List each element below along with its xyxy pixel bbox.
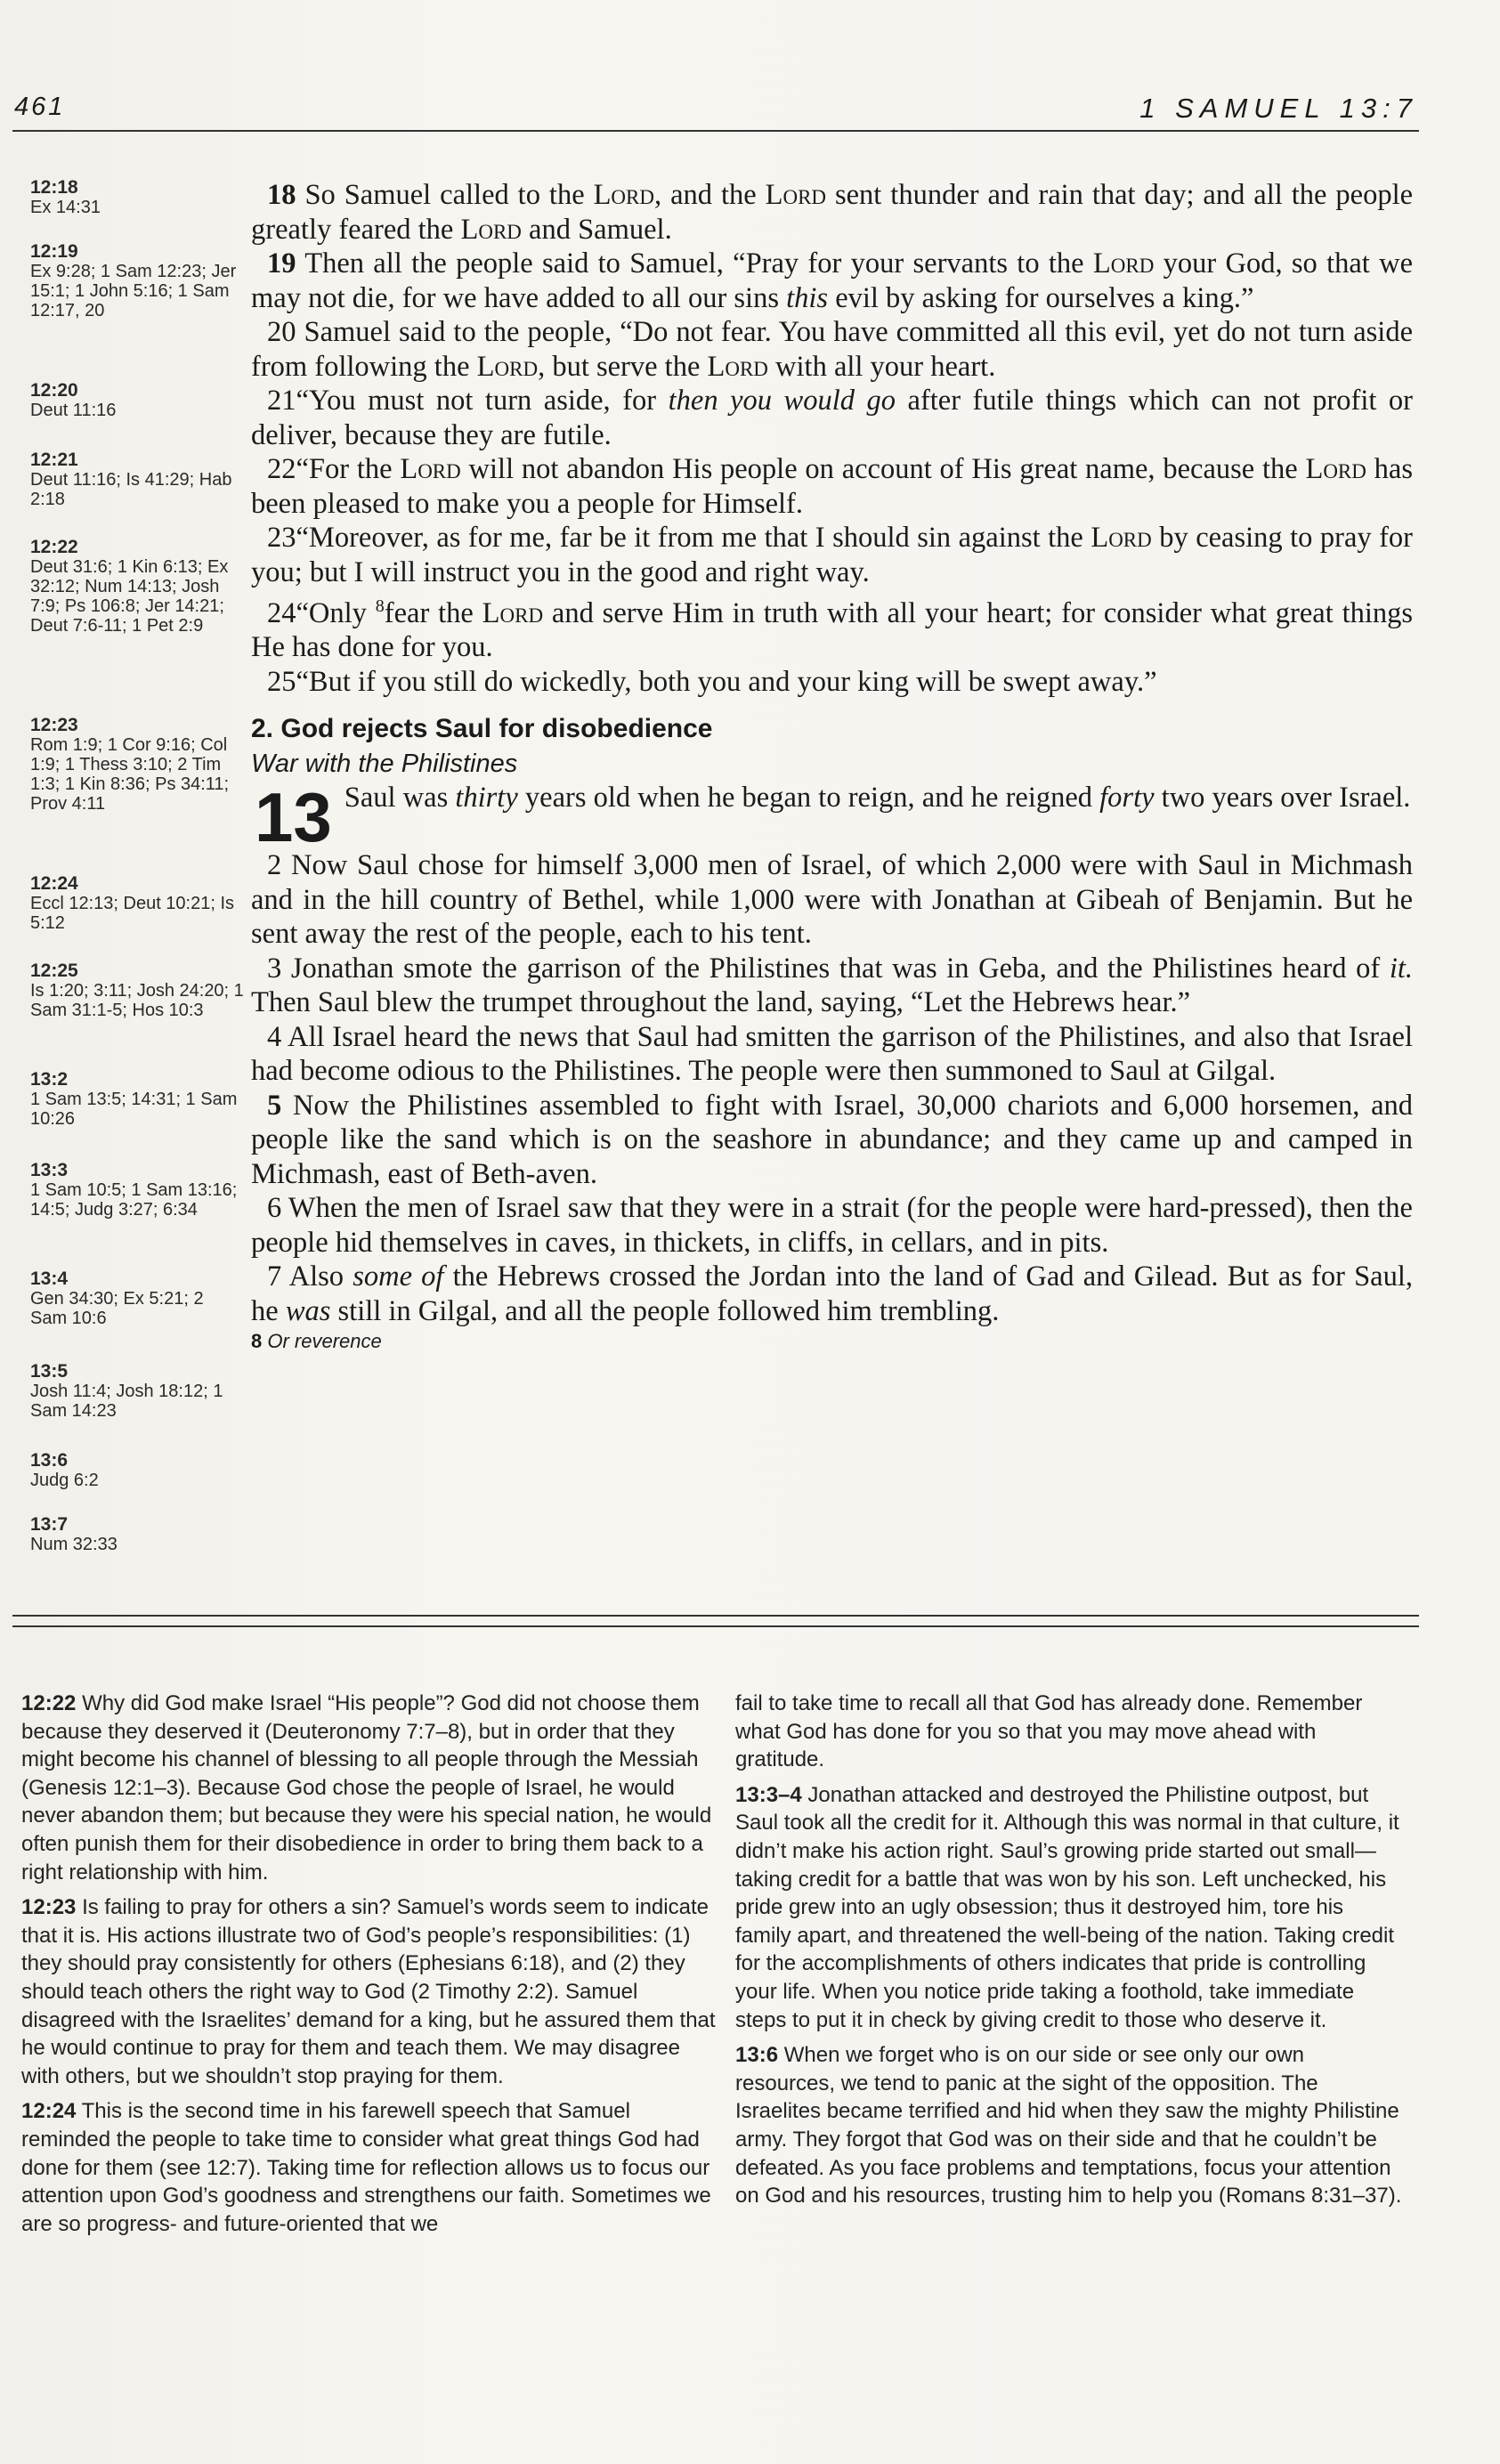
verse-12-24 bbox=[251, 589, 1413, 665]
verse-number: 6 bbox=[267, 1192, 282, 1225]
xref-verse: 12:18 bbox=[30, 177, 78, 198]
cross-reference-entry bbox=[30, 1070, 244, 1129]
verse-text: Then Saul blew the trumpet throughout the land, saying, “Let the Hebrews hear.” bbox=[251, 986, 1191, 1019]
verse-text: When the men of Israel saw that they were in a strait (for the people were hard-pressed), then the people hid themselves in caves, in thickets, in cliffs, in cellars, and in pits. bbox=[251, 1192, 1413, 1259]
note-text: Why did God make Israel “His people”? God did not choose them because they deserved it (Deuteronomy 7:7–8), but in order that they might become his channel of blessing to all people through the Messiah (Genesis 12:1–3). Because God chose the people of Israel, he would never abandon them; but because they were his special nation, he would often punish them for their disobedience in order to bring them back to a right relationship with him. bbox=[21, 1691, 712, 1884]
xref-verse: 13:7 bbox=[30, 1514, 69, 1535]
verse-13-7 bbox=[251, 1260, 1413, 1328]
note-reference: 13:6 bbox=[735, 2043, 779, 2068]
study-note bbox=[21, 1690, 716, 1886]
italic-supplied-word: was bbox=[285, 1294, 331, 1327]
xref-verse: 13:4 bbox=[30, 1268, 69, 1289]
divine-name: Lord bbox=[1092, 247, 1155, 280]
cross-reference-entry bbox=[30, 450, 244, 509]
subsection-heading: War with the Philistines bbox=[251, 750, 518, 779]
xref-refs: Deut 31:6; 1 Kin 6:13; Ex 32:12; Num 14:13; Josh 7:9; Ps 106:8; Jer 14:21; Deut 7:6-11; 1 Pet 2:9 bbox=[30, 557, 229, 636]
running-head: 1 SAMUEL 13:7 bbox=[1139, 93, 1418, 124]
note-text: This is the second time in his farewell speech that Samuel reminded the people to take time to consider what great things God had done for them (see 12:7). Taking time for reflection allows us to focus our attention upon God’s goodness and strengthens our faith. Sometimes we are so progress- and future-oriented that we bbox=[21, 2099, 711, 2236]
cross-reference-entry bbox=[30, 874, 244, 933]
divine-name: Lord bbox=[476, 350, 539, 383]
verse-text: with all your heart. bbox=[775, 350, 996, 383]
header-rule bbox=[12, 130, 1419, 132]
verse-12-25 bbox=[251, 665, 1413, 700]
verse-number: 2 bbox=[267, 849, 282, 882]
verse-13-3 bbox=[251, 952, 1413, 1020]
verse-number: 18 bbox=[267, 179, 296, 211]
verse-text: fear the bbox=[384, 596, 474, 629]
verse-text: So Samuel called to the bbox=[304, 179, 585, 211]
xref-verse: 12:25 bbox=[30, 960, 78, 981]
verse-12-22 bbox=[251, 452, 1413, 521]
study-note bbox=[735, 1781, 1405, 2034]
verse-text: “You must not turn aside, for bbox=[296, 385, 657, 417]
xref-refs: Is 1:20; 3:11; Josh 24:20; 1 Sam 31:1-5; Hos 10:3 bbox=[30, 981, 244, 1020]
verse-number: 3 bbox=[267, 952, 282, 985]
verse-text: still in Gilgal, and all the people followed him trembling. bbox=[337, 1294, 1000, 1327]
xref-refs: 1 Sam 13:5; 14:31; 1 Sam 10:26 bbox=[30, 1090, 238, 1129]
study-note bbox=[21, 2097, 716, 2238]
note-reference: 12:24 bbox=[21, 2099, 77, 2124]
verse-text: Now the Philistines assembled to fight with Israel, 30,000 chariots and 6,000 horsemen, and people like the sand which is on the seashore in abundance; and they came up and camped in Michmash, east of Beth-aven. bbox=[251, 1089, 1413, 1190]
study-note bbox=[735, 1690, 1405, 1774]
cross-reference-entry bbox=[30, 1451, 244, 1490]
verse-text: Samuel said to the people, “Do not fear. You have committed all this evil, yet do not turn aside from following the bbox=[251, 316, 1414, 383]
verse-13-4 bbox=[251, 1020, 1413, 1089]
section-heading: 2. God rejects Saul for disobedience bbox=[251, 714, 713, 744]
verse-text: will not abandon His people on account of His great name, because the bbox=[468, 453, 1298, 485]
xref-refs: Josh 11:4; Josh 18:12; 1 Sam 14:23 bbox=[30, 1382, 223, 1421]
scripture-text bbox=[251, 178, 1413, 1355]
verse-number: 19 bbox=[267, 247, 296, 280]
footnote bbox=[251, 1328, 1413, 1355]
xref-verse: 13:3 bbox=[30, 1160, 69, 1180]
xref-refs: Eccl 12:13; Deut 10:21; Is 5:12 bbox=[30, 894, 235, 933]
verse-number: 7 bbox=[267, 1260, 282, 1293]
verse-text: your God, so that we may not die, for we have added to all our sins bbox=[251, 247, 1414, 314]
italic-supplied-word: then you would go bbox=[668, 385, 896, 417]
verse-number: 20 bbox=[267, 316, 296, 348]
xref-refs: Judg 6:2 bbox=[30, 1471, 99, 1490]
note-text: Is failing to pray for others a sin? Samuel’s words seem to indicate that it is. His actions illustrate two of God’s people’s responsibilities: (1) they should pray consistently for others (Ephesians 6:18), and (2) they should teach others the right way to God (2 Timothy 2:2). Samuel disagreed with the Israelites’ demand for a king, but he assured them that he would continue to pray for them and teach them. We may disagree with others, but we shouldn’t stop praying for them. bbox=[21, 1895, 716, 2088]
verse-text: by ceasing to pray for you; but I will instruct you in the good and right way. bbox=[251, 522, 1413, 588]
verse-number: 5 bbox=[267, 1089, 282, 1122]
verse-text: sent thunder and rain that day; and all the people greatly feared the bbox=[251, 179, 1414, 246]
verse-number: 23 bbox=[267, 522, 296, 554]
xref-verse: 13:6 bbox=[30, 1450, 69, 1471]
verse-text: “Only bbox=[296, 596, 367, 629]
verse-12-23 bbox=[251, 521, 1413, 589]
divine-name: Lord bbox=[1305, 453, 1366, 485]
divine-name: Lord bbox=[460, 213, 522, 246]
note-reference: 12:23 bbox=[21, 1895, 77, 1920]
chapter-number: 13 bbox=[255, 781, 332, 849]
verse-12-21 bbox=[251, 384, 1413, 452]
verse-text: Jonathan smote the garrison of the Philistines that was in Geba, and the Philistines heard of bbox=[290, 952, 1381, 985]
verse-text: “But if you still do wickedly, both you and your king will be swept away.” bbox=[296, 665, 1157, 698]
chapter-13-opening bbox=[251, 781, 1413, 848]
verse-text: the Hebrews crossed the Jordan into the land of Gad and Gilead. But as for Saul, he bbox=[251, 1260, 1414, 1327]
xref-verse: 12:22 bbox=[30, 537, 78, 557]
italic-supplied-word: it. bbox=[1389, 952, 1414, 985]
xref-verse: 13:2 bbox=[30, 1069, 69, 1090]
cross-reference-entry bbox=[30, 1269, 244, 1328]
xref-refs: Rom 1:9; 1 Cor 9:16; Col 1:9; 1 Thess 3:10; 2 Tim 1:3; 1 Kin 8:36; Ps 34:11; Prov 4:11 bbox=[30, 735, 230, 814]
verse-text: , but serve the bbox=[538, 350, 701, 383]
verse-number: 25 bbox=[267, 665, 296, 698]
xref-refs: Ex 9:28; 1 Sam 12:23; Jer 15:1; 1 John 5:16; 1 Sam 12:17, 20 bbox=[30, 262, 237, 320]
notes-divider-bottom bbox=[12, 1625, 1419, 1627]
note-text: Jonathan attacked and destroyed the Philistine outpost, but Saul took all the credit for it. Although this was normal in that culture, it didn’t make his action right. Saul’s growing pride started out small—taking credit for a battle that was won by his son. Left unchecked, his pride grew into an ugly obsession; thus it destroyed him, tore his family apart, and threatened the well-being of the nation. Taking credit for the accomplishments of others indicates that pride is controlling your life. When you notice pride taking a foothold, take immediate steps to put it in check by giving credit to those who deserve it. bbox=[735, 1782, 1399, 2032]
note-text: fail to take time to recall all that God has already done. Remember what God has done for you so that you may move ahead with gratitude. bbox=[735, 1691, 1363, 1772]
study-note bbox=[735, 2041, 1405, 2210]
note-reference: 12:22 bbox=[21, 1691, 77, 1715]
italic-supplied-word: some of bbox=[353, 1260, 444, 1293]
verse-text: and the bbox=[670, 179, 757, 211]
verse-text: Also bbox=[288, 1260, 345, 1293]
xref-verse: 12:19 bbox=[30, 241, 78, 262]
footnote-marker: 8 bbox=[375, 596, 385, 616]
footnote-number: 8 bbox=[251, 1330, 263, 1353]
verse-12-19 bbox=[251, 247, 1413, 315]
xref-verse: 12:21 bbox=[30, 450, 78, 470]
verse-12-18: 18 So Samuel called to the Lord, and the Lord sent thunder and rain that day; and all the people greatly feared the Lord and Samuel. bbox=[251, 179, 1414, 246]
verse-text: after futile things which can not profit or deliver, because they are futile. bbox=[251, 385, 1414, 451]
cross-reference-entry bbox=[30, 538, 244, 636]
verse-number: 21 bbox=[267, 385, 296, 417]
page-number: 461 bbox=[14, 93, 66, 121]
cross-reference-entry bbox=[30, 1161, 244, 1220]
xref-refs: Ex 14:31 bbox=[30, 198, 101, 217]
verse-text: All Israel heard the news that Saul had smitten the garrison of the Philistines, and also that Israel had become odious to the Philistines. The people were then summoned to Saul at Gilgal. bbox=[251, 1020, 1413, 1088]
verse-number: 4 bbox=[267, 1020, 282, 1053]
verse-text: Now Saul chose for himself 3,000 men of Israel, of which 2,000 were with Saul in Michmash and in the hill country of Bethel, while 1,000 were with Jonathan at Gibeah of Benjamin. But he sent away the rest of the people, each to his tent. bbox=[251, 849, 1414, 951]
study-notes-left bbox=[21, 1690, 716, 2245]
verse-number: 24 bbox=[267, 596, 296, 629]
verse-text: evil by asking for ourselves a king.” bbox=[835, 281, 1254, 314]
verse-text: two years over Israel. bbox=[1161, 782, 1411, 815]
verse-text: has been pleased to make you a people for Himself. bbox=[251, 453, 1413, 520]
italic-supplied-word: thirty bbox=[455, 782, 518, 815]
verse-12-20 bbox=[251, 315, 1413, 384]
cross-reference-entry bbox=[30, 961, 244, 1020]
verse-13-1 bbox=[251, 781, 1413, 815]
verse-13-2 bbox=[251, 848, 1413, 952]
cross-reference-entry bbox=[30, 381, 244, 420]
notes-divider-top bbox=[12, 1615, 1419, 1617]
divine-name: Lord bbox=[1091, 522, 1152, 554]
note-text: When we forget who is on our side or see only our own resources, we tend to panic at the sight of the opposition. The Israelites became terrified and hid when they saw the mighty Philistine army. They forgot that God was on their side and that he couldn’t be defeated. As you face problems and temptations, focus your attention on God and his resources, trusting him to help you (Romans 8:31–37). bbox=[735, 2043, 1402, 2209]
italic-supplied-word: forty bbox=[1099, 782, 1155, 815]
footnote-text: Or reverence bbox=[267, 1330, 382, 1353]
verse-text: Then all the people said to Samuel, “Pray for your servants to the bbox=[304, 247, 1084, 280]
divine-name: Lord bbox=[400, 453, 461, 485]
xref-verse: 12:23 bbox=[30, 715, 78, 735]
xref-refs: Deut 11:16; Is 41:29; Hab 2:18 bbox=[30, 470, 232, 509]
divine-name: Lord bbox=[707, 350, 768, 383]
xref-verse: 13:5 bbox=[30, 1361, 69, 1382]
cross-reference-entry bbox=[30, 242, 244, 320]
verse-text: and Samuel. bbox=[529, 213, 672, 246]
cross-reference-entry bbox=[30, 1515, 244, 1554]
verse-number: 22 bbox=[267, 453, 296, 485]
divine-name: Lord bbox=[593, 179, 654, 211]
divine-name: Lord bbox=[482, 596, 544, 629]
note-reference: 13:3–4 bbox=[735, 1782, 802, 1807]
verse-13-5 bbox=[251, 1089, 1413, 1192]
xref-refs: Gen 34:30; Ex 5:21; 2 Sam 10:6 bbox=[30, 1289, 204, 1328]
verse-text: and serve Him in truth with all your heart; for consider what great things He has done for you. bbox=[251, 596, 1414, 664]
cross-reference-entry bbox=[30, 1362, 244, 1421]
italic-supplied-word: this bbox=[786, 281, 829, 314]
xref-refs: Deut 11:16 bbox=[30, 401, 117, 420]
xref-refs: 1 Sam 10:5; 1 Sam 13:16; 14:5; Judg 3:27; 6:34 bbox=[30, 1180, 238, 1220]
study-notes-right bbox=[735, 1690, 1405, 2217]
verse-text: “For the bbox=[296, 453, 393, 485]
divine-name: Lord bbox=[765, 179, 827, 211]
verse-13-6 bbox=[251, 1191, 1413, 1260]
study-note bbox=[21, 1893, 716, 2090]
verse-text: Saul was bbox=[344, 782, 449, 815]
xref-refs: Num 32:33 bbox=[30, 1535, 118, 1554]
cross-reference-entry bbox=[30, 716, 244, 814]
verse-text: “Moreover, as for me, far be it from me that I should sin against the bbox=[296, 522, 1083, 554]
verse-text: years old when he began to reign, and he reigned bbox=[524, 782, 1093, 815]
cross-reference-entry bbox=[30, 178, 244, 217]
xref-verse: 12:24 bbox=[30, 873, 78, 894]
xref-verse: 12:20 bbox=[30, 380, 78, 401]
